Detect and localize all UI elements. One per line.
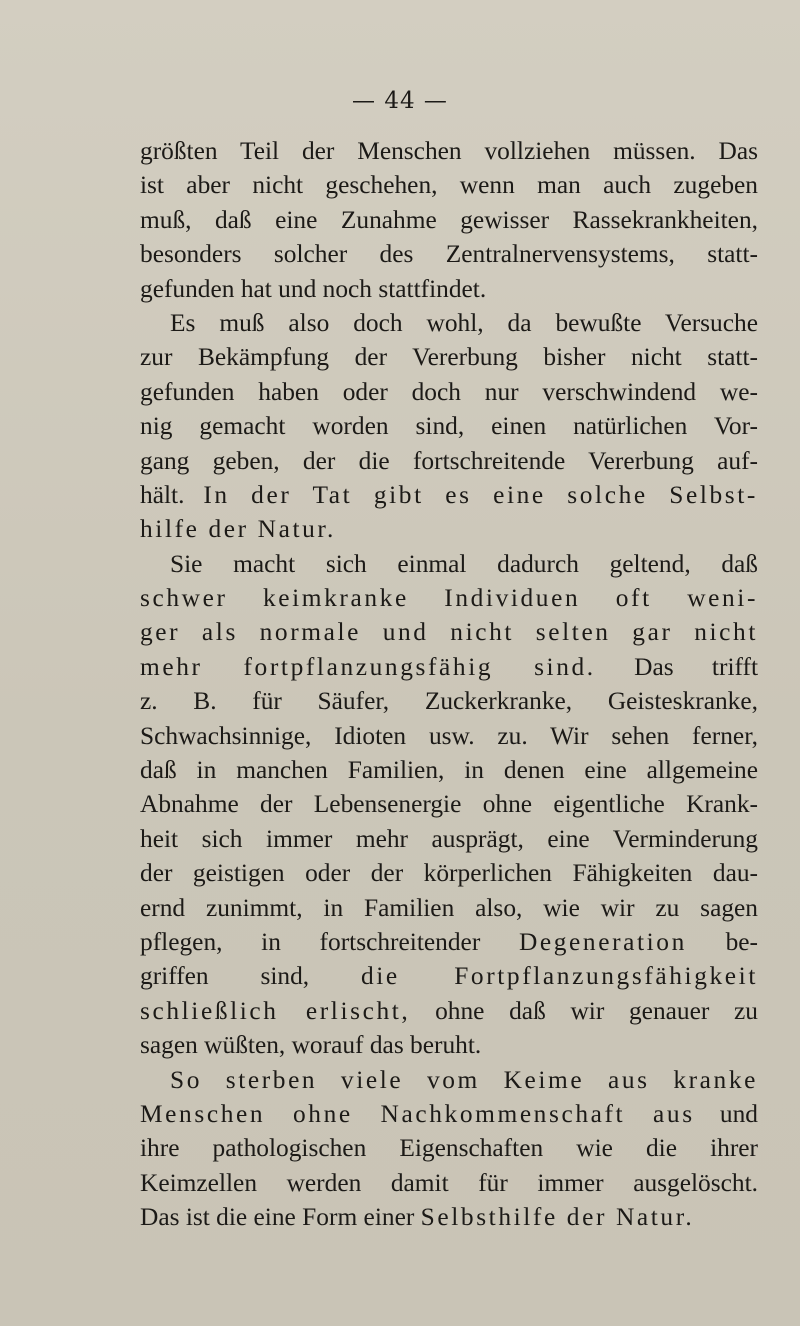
emphasized-text: Degeneration bbox=[518, 927, 687, 956]
emphasized-text: mehr fortpflanzungsfähig sind. bbox=[140, 652, 596, 681]
emphasized-text: Selbsthilfe der Natur. bbox=[420, 1203, 695, 1232]
text-line bbox=[140, 959, 758, 993]
emphasized-text: So sterben viele vom Keime aus kranke bbox=[170, 1065, 758, 1094]
text-line: sagen wüßten, worauf das beruht. bbox=[140, 1031, 482, 1060]
page-number: — 44 — bbox=[352, 88, 448, 114]
text-line: ist aber nicht geschehen, wenn man auch zugeben bbox=[140, 171, 758, 200]
text-line bbox=[140, 925, 758, 959]
emphasized-text: In der Tat gibt es eine solche Selbst- bbox=[203, 480, 758, 509]
text-line: daß in manchen Familien, in denen eine allgemeine bbox=[140, 756, 758, 785]
text-line: zur Bekämpfung der Vererbung bisher nicht statt- bbox=[140, 343, 758, 372]
text-line: Sie macht sich einmal dadurch geltend, daß bbox=[170, 549, 758, 578]
emphasized-text: schließlich erlischt, bbox=[140, 996, 411, 1025]
text-line: gefunden haben oder doch nur verschwindend we- bbox=[140, 377, 758, 406]
text-line: Es muß also doch wohl, da bewußte Versuche bbox=[170, 308, 758, 337]
text-line bbox=[140, 994, 758, 1028]
text-line: ernd zunimmt, in Familien also, wie wir zu sagen bbox=[140, 893, 758, 922]
text-line: Schwachsinnige, Idioten usw. zu. Wir sehen ferner, bbox=[140, 721, 758, 750]
text-line bbox=[140, 650, 758, 684]
text-segment: be- bbox=[725, 927, 758, 956]
emphasized-text: hilfe der Natur. bbox=[140, 515, 337, 544]
text-line: Keimzellen werden damit für immer ausgelöscht. bbox=[140, 1168, 758, 1197]
text-segment: hält. bbox=[140, 480, 185, 509]
text-line bbox=[140, 1200, 758, 1234]
emphasized-text: Menschen ohne Nachkommenschaft aus bbox=[140, 1099, 695, 1128]
text-segment: Das ist die eine Form einer bbox=[140, 1203, 415, 1232]
text-segment: und bbox=[719, 1099, 758, 1128]
text-line bbox=[140, 478, 758, 512]
text-line: nig gemacht worden sind, einen natürlichen Vor- bbox=[140, 412, 758, 441]
text-line: muß, daß eine Zunahme gewisser Rassekrankheiten, bbox=[140, 205, 758, 234]
text-line: größten Teil der Menschen vollziehen müssen. Das bbox=[140, 137, 758, 165]
emphasized-text: schwer keimkranke Individuen oft weni- bbox=[140, 584, 758, 613]
text-line: z. B. für Säufer, Zuckerkranke, Geisteskranke, bbox=[140, 687, 758, 716]
text-segment: ohne daß wir genauer zu bbox=[435, 996, 758, 1025]
text-line: der geistigen oder der körperlichen Fähigkeiten dau- bbox=[140, 859, 758, 888]
text-segment: griffen sind, bbox=[140, 962, 310, 991]
text-line: Abnahme der Lebensenergie ohne eigentliche Krank- bbox=[140, 790, 758, 819]
text-segment: Das trifft bbox=[634, 652, 759, 681]
emphasized-text: ger als normale und nicht selten gar nicht bbox=[140, 618, 758, 647]
text-line: gang geben, der die fortschreitende Vererbung auf- bbox=[140, 446, 758, 475]
text-line: gefunden hat und noch stattfindet. bbox=[140, 274, 487, 303]
body-text bbox=[140, 134, 758, 1235]
text-line: ihre pathologischen Eigenschaften wie die ihrer bbox=[140, 1134, 758, 1163]
text-line: besonders solcher des Zentralnervensystems, statt- bbox=[140, 240, 758, 269]
emphasized-text: die Fortpflanzungsfähigkeit bbox=[360, 962, 758, 991]
text-line: heit sich immer mehr ausprägt, eine Verminderung bbox=[140, 824, 758, 853]
text-line bbox=[140, 1097, 758, 1131]
text-segment: pflegen, in fortschreitender bbox=[140, 927, 481, 956]
